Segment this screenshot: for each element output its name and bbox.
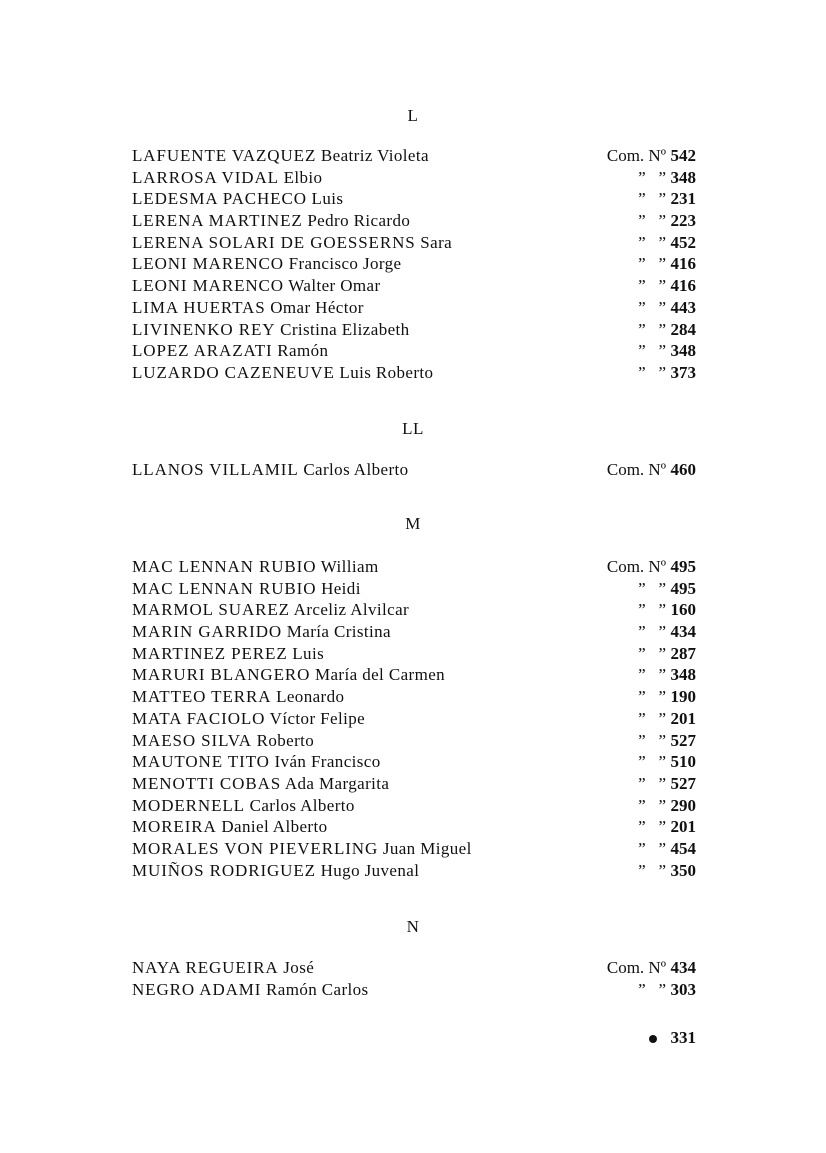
entry-name (132, 578, 361, 600)
entry-prefix: Com. Nº (606, 958, 666, 977)
entry-reference (638, 838, 696, 860)
entry-prefix: ” ” (638, 622, 666, 642)
entry-reference (638, 621, 696, 643)
entry-reference (638, 297, 696, 319)
entry-given-name: Leonardo (276, 687, 345, 707)
list-item (132, 795, 696, 817)
list-item (132, 773, 696, 795)
entry-prefix: ” ” (638, 979, 666, 999)
entry-surname: LLANOS VILLAMIL (132, 460, 299, 479)
entry-number: 495 (670, 557, 696, 576)
entry-prefix: ” ” (638, 665, 666, 685)
entry-name (132, 643, 324, 665)
entry-prefix: ” ” (638, 752, 666, 772)
entry-reference (638, 730, 696, 752)
entry-surname: LIVINENKO REY (132, 319, 276, 339)
entry-prefix: ” ” (638, 341, 666, 361)
entry-prefix: ” ” (638, 838, 666, 858)
entry-prefix: ” ” (638, 319, 666, 339)
entry-name (132, 340, 328, 362)
entry-name (132, 773, 389, 795)
entry-number: 290 (670, 795, 696, 815)
entry-given-name: Hugo Juvenal (320, 860, 420, 880)
entry-reference (638, 686, 696, 708)
list-item (132, 686, 696, 708)
entry-surname: MATA FACIOLO (132, 708, 266, 728)
entry-number: 350 (670, 860, 696, 880)
entry-prefix: ” ” (638, 687, 666, 707)
entry-name (132, 210, 410, 232)
entry-number: 434 (670, 958, 696, 977)
entry-number: 495 (670, 578, 696, 598)
list-item (132, 957, 696, 979)
entry-surname: LERENA MARTINEZ (132, 211, 303, 231)
entry-number: 231 (670, 189, 696, 209)
entry-number: 190 (670, 687, 696, 707)
entry-name (132, 957, 314, 979)
entry-given-name: Ramón Carlos (266, 979, 369, 999)
list-item (132, 167, 696, 189)
entry-number: 443 (670, 297, 696, 317)
entry-name (132, 664, 445, 686)
entry-surname: MODERNELL (132, 795, 245, 815)
entry-given-name: Sara (420, 232, 453, 252)
entry-surname: MORALES VON PIEVERLING (132, 838, 379, 858)
list-item (132, 708, 696, 730)
entry-surname: LAFUENTE VAZQUEZ (132, 146, 317, 165)
section-list-n (132, 957, 696, 1000)
entry-surname: LEONI MARENCO (132, 276, 284, 296)
entry-number: 416 (670, 254, 696, 274)
entry-reference (638, 578, 696, 600)
section-list-l (132, 145, 696, 384)
entry-surname: MARURI BLANGERO (132, 665, 311, 685)
entry-reference (638, 210, 696, 232)
entry-prefix: ” ” (638, 276, 666, 296)
entry-name (132, 319, 410, 341)
entry-given-name: José (283, 958, 315, 977)
list-item (132, 730, 696, 752)
entry-name (132, 708, 365, 730)
entry-number: 348 (670, 341, 696, 361)
entry-given-name: Juan Miguel (382, 838, 472, 858)
entry-given-name: Luis (311, 189, 344, 209)
entry-number: 454 (670, 838, 696, 858)
entry-given-name: Carlos Alberto (303, 460, 409, 479)
entry-given-name: William (320, 557, 379, 576)
entry-surname: LOPEZ ARAZATI (132, 341, 273, 361)
entry-surname: LARROSA VIDAL (132, 167, 279, 187)
entry-prefix: ” ” (638, 211, 666, 231)
entry-number: 527 (670, 773, 696, 793)
entry-number: 303 (670, 979, 696, 999)
entry-number: 287 (670, 643, 696, 663)
entry-name (132, 362, 433, 384)
entry-reference (607, 145, 696, 167)
list-item (132, 232, 696, 254)
entry-surname: LEDESMA PACHECO (132, 189, 307, 209)
entry-number: 373 (670, 362, 696, 382)
list-item (132, 188, 696, 210)
section-heading-l: L (407, 106, 419, 125)
entry-reference (638, 188, 696, 210)
entry-reference (638, 599, 696, 621)
section-list-m (132, 556, 696, 881)
entry-surname: MARIN GARRIDO (132, 622, 283, 642)
entry-number: 348 (670, 665, 696, 685)
list-item (132, 145, 696, 167)
entry-name (132, 556, 379, 578)
entry-reference (607, 957, 696, 979)
list-item (132, 599, 696, 621)
entry-name (132, 621, 391, 643)
list-item (132, 838, 696, 860)
entry-given-name: Arceliz Alvilcar (293, 600, 410, 620)
entry-given-name: Luis Roberto (339, 362, 434, 382)
entry-prefix: ” ” (638, 297, 666, 317)
entry-prefix: ” ” (638, 860, 666, 880)
entry-reference (638, 751, 696, 773)
bullet-dot-icon (649, 1035, 657, 1043)
list-item (132, 979, 696, 1001)
entry-reference (638, 232, 696, 254)
entry-reference (607, 556, 696, 578)
list-item (132, 210, 696, 232)
entry-prefix: ” ” (638, 189, 666, 209)
list-item (132, 751, 696, 773)
entry-prefix: ” ” (638, 232, 666, 252)
entry-reference (638, 253, 696, 275)
entry-surname: LUZARDO CAZENEUVE (132, 362, 335, 382)
entry-reference (638, 275, 696, 297)
entry-given-name: María del Carmen (314, 665, 446, 685)
entry-name (132, 795, 355, 817)
entry-prefix: ” ” (638, 708, 666, 728)
entry-reference (638, 708, 696, 730)
entry-given-name: Víctor Felipe (269, 708, 366, 728)
section-heading-n: N (406, 917, 420, 936)
entry-surname: LERENA SOLARI DE GOESSERNS (132, 232, 416, 252)
entry-number: 201 (670, 708, 696, 728)
entry-number: 460 (670, 460, 696, 479)
entry-given-name: Francisco Jorge (288, 254, 402, 274)
entry-reference (638, 860, 696, 882)
entry-name (132, 838, 472, 860)
list-item (132, 816, 696, 838)
entry-reference (638, 340, 696, 362)
entry-surname: MAC LENNAN RUBIO (132, 578, 317, 598)
list-item (132, 556, 696, 578)
entry-name (132, 253, 401, 275)
entry-name (132, 459, 409, 481)
list-item (132, 643, 696, 665)
entry-number: 201 (670, 817, 696, 837)
entry-reference (638, 319, 696, 341)
entry-prefix: Com. Nº (606, 557, 666, 576)
entry-given-name: María Cristina (286, 622, 392, 642)
entry-prefix: ” ” (638, 643, 666, 663)
entry-prefix: Com. Nº (606, 460, 666, 479)
entry-surname: LIMA HUERTAS (132, 297, 266, 317)
entry-name (132, 188, 343, 210)
entry-name (132, 860, 419, 882)
list-item (132, 253, 696, 275)
entry-reference (638, 773, 696, 795)
entry-given-name: Ramón (277, 341, 329, 361)
entry-prefix: ” ” (638, 254, 666, 274)
entry-prefix: ” ” (638, 773, 666, 793)
entry-given-name: Omar Héctor (270, 297, 364, 317)
list-item (132, 340, 696, 362)
entry-surname: NAYA REGUEIRA (132, 958, 279, 977)
entry-prefix: ” ” (638, 795, 666, 815)
entry-name (132, 599, 409, 621)
entry-name (132, 979, 369, 1001)
entry-given-name: Iván Francisco (274, 752, 381, 772)
section-heading-m: M (405, 514, 421, 533)
entry-number: 452 (670, 232, 696, 252)
entry-surname: MATTEO TERRA (132, 687, 272, 707)
entry-given-name: Luis (292, 643, 325, 663)
entry-name (132, 686, 344, 708)
entry-given-name: Cristina Elizabeth (280, 319, 410, 339)
entry-reference (638, 167, 696, 189)
section-list-ll (132, 459, 696, 481)
section-heading-ll: LL (402, 419, 424, 438)
list-item (132, 578, 696, 600)
entry-given-name: Pedro Ricardo (307, 211, 411, 231)
entry-surname: MARTINEZ PEREZ (132, 643, 288, 663)
entry-given-name: Daniel Alberto (221, 817, 328, 837)
entry-reference (638, 979, 696, 1001)
entry-given-name: Walter Omar (288, 276, 381, 296)
entry-number: 284 (670, 319, 696, 339)
entry-name (132, 297, 364, 319)
entry-surname: MARMOL SUAREZ (132, 600, 290, 620)
entry-number: 527 (670, 730, 696, 750)
entry-number: 223 (670, 211, 696, 231)
entry-reference (638, 664, 696, 686)
entry-name (132, 816, 328, 838)
entry-number: 348 (670, 167, 696, 187)
list-item (132, 860, 696, 882)
entry-surname: MAC LENNAN RUBIO (132, 557, 317, 576)
entry-number: 416 (670, 276, 696, 296)
entry-given-name: Ada Margarita (284, 773, 390, 793)
entry-name (132, 167, 322, 189)
entry-surname: MAUTONE TITO (132, 752, 270, 772)
entry-prefix: ” ” (638, 362, 666, 382)
entry-surname: NEGRO ADAMI (132, 979, 262, 999)
entry-name (132, 751, 381, 773)
list-item (132, 621, 696, 643)
entry-given-name: Heidi (321, 578, 361, 598)
entry-prefix: ” ” (638, 578, 666, 598)
entry-name (132, 275, 381, 297)
entry-given-name: Elbio (283, 167, 323, 187)
entry-number: 434 (670, 622, 696, 642)
page-footer (649, 1028, 697, 1048)
entry-reference (638, 643, 696, 665)
list-item (132, 319, 696, 341)
entry-prefix: ” ” (638, 817, 666, 837)
entry-surname: MAESO SILVA (132, 730, 252, 750)
entry-number: 510 (670, 752, 696, 772)
list-item (132, 275, 696, 297)
entry-reference (607, 459, 696, 481)
entry-number: 542 (670, 146, 696, 165)
entry-given-name: Carlos Alberto (249, 795, 355, 815)
entry-reference (638, 362, 696, 384)
entry-surname: MENOTTI COBAS (132, 773, 282, 793)
list-item (132, 297, 696, 319)
entry-prefix: ” ” (638, 600, 666, 620)
entry-given-name: Beatriz Violeta (320, 146, 429, 165)
entry-prefix: ” ” (638, 167, 666, 187)
entry-number: 160 (670, 600, 696, 620)
entry-name (132, 730, 314, 752)
entry-surname: MOREIRA (132, 817, 217, 837)
list-item (132, 362, 696, 384)
list-item (132, 664, 696, 686)
entry-reference (638, 816, 696, 838)
entry-prefix: ” ” (638, 730, 666, 750)
entry-surname: MUIÑOS RODRIGUEZ (132, 860, 316, 880)
entry-name (132, 145, 429, 167)
entry-name (132, 232, 452, 254)
list-item (132, 459, 696, 481)
entry-surname: LEONI MARENCO (132, 254, 284, 274)
page-number: 331 (670, 1028, 696, 1047)
entry-reference (638, 795, 696, 817)
entry-prefix: Com. Nº (606, 146, 666, 165)
entry-given-name: Roberto (256, 730, 315, 750)
